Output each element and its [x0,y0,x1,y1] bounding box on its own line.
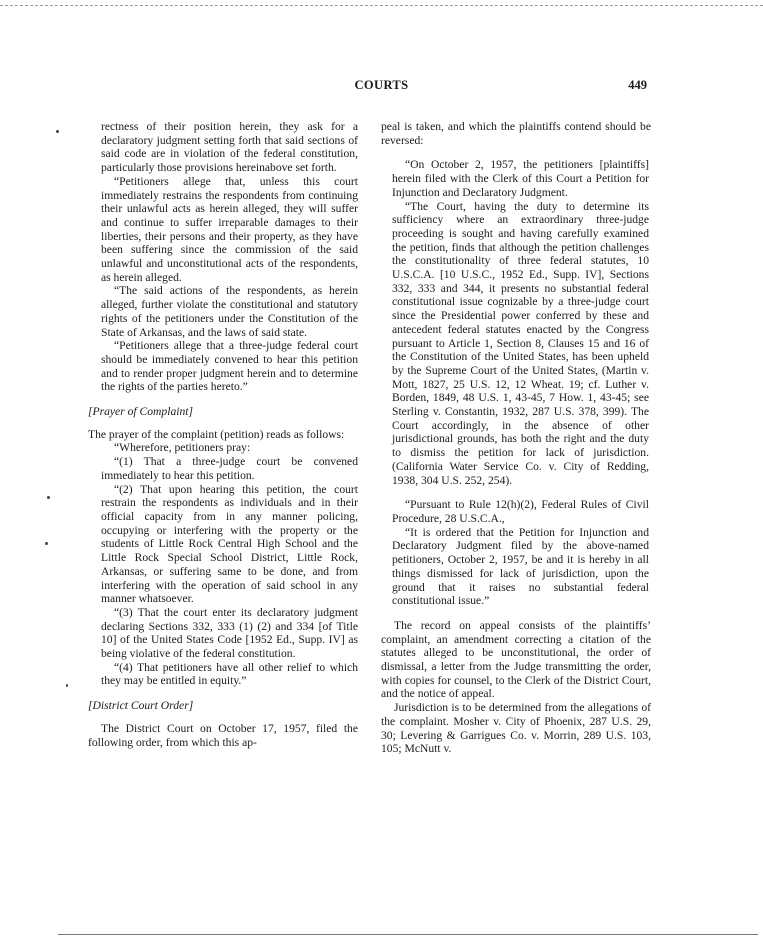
scan-speck [45,542,48,545]
paragraph: The prayer of the complaint (petition) reads as follows: [88,427,345,441]
paragraph: “Wherefore, petitioners pray: [114,441,251,455]
paragraph: Jurisdiction is to be determined from the allegations of the complaint. Mosher v. City of Phoenix, 287 U.S. 29, 30; Levering & Garrigues Co. v. Morrin, 289 U.S. 103, 105; McNutt v. [381,701,651,756]
paragraph: “(3) That the court enter its declaratory judgment declaring Sections 332, 333 (1) (2) and 334 [of Title 10] of the United States Code [1952 Ed., Supp. IV] as being violative of the federal constitution. [101,605,358,661]
paragraph: The District Court on October 17, 1957, filed the following order, from which this ap- [88,721,358,749]
paragraph: “(1) That a three-judge court be convened immediately to hear this petition. [101,455,358,482]
paragraph: “The said actions of the respondents, as herein alleged, further violate the constitutional and statutory rights of the petitioners under the Constitution of the State of Arkansas, and the laws of said state. [101,284,358,339]
running-head-title: COURTS [354,78,409,92]
scan-speck [56,130,59,133]
paragraph: rectness of their position herein, they ask for a declaratory judgment setting forth that said sections of said code are in violation of the federal constitution, particularly those provisions hereinabove set forth. [101,120,358,175]
paragraph: “Pursuant to Rule 12(h)(2), Federal Rules of Civil Procedure, 28 U.S.C.A., [392,498,649,525]
right-column [381,120,651,756]
paragraph: “Petitioners allege that a three-judge federal court should be immediately convened to hear this petition and to render proper judgment herein and to determine the rights of the parties hereto.” [101,339,358,394]
paragraph: “(2) That upon hearing this petition, the court restrain the respondents as individuals and in their official capacity from in any manner policing, occupying or interfering with the property or the students of Little Rock Central High School and the Little Rock Special School District, Little Rock, Arkansas, or suffering same to be done, and from interfering with the operation of said school in any manner whatsoever. [101,482,358,606]
section-heading: [Prayer of Complaint] [88,405,193,419]
scan-speck [47,496,50,499]
paragraph: “On October 2, 1957, the petitioners [plaintiffs] herein filed with the Clerk of this Court a Petition for Injunction and Declaratory Judgment. [392,158,649,199]
top-dashed-rule [0,5,763,6]
paragraph: “(4) That petitioners have all other relief to which they may be entitled in equity.” [101,660,358,688]
paragraph: The record on appeal consists of the plaintiffs’ complaint, an amendment correcting a citation of the statutes alleged to be unconstitutional, the order of dismissal, a letter from the Judge transmitting the order, with copies for counsel, to the Clerk of the District Court, and the notice of appeal. [381,618,651,701]
paragraph: “The Court, having the duty to determine its sufficiency where an extraordinary three-judge proceeding is sought and having carefully examined the petition, finds that although the petition challenges the constitutionality of three federal statutes, 10 U.S.C.A. [10 U.S.C., 1952 Ed., Supp. IV], Sections 332, 333 and 344, it presents no substantial federal constitutional issue cognizable by a three-judge court since the Presidential power conferred by these and antecedent federal statutes enacted by the Congress pursuant to Article 1, Section 8, Clauses 15 and 16 of the Constitution of the United States, has been upheld by the Supreme Court of the United States, (Martin v. Mott, 1827, 25 U.S. 12, 12 Wheat. 19; cf. Luther v. Borden, 1849, 48 U.S. 1, 43-45, 7 How. 1, 43-45; see Sterling v. Constantin, 1932, 287 U.S. 378, 399). The Court accordingly, in the absence of other jurisdictional grounds, has both the right and the duty to dismiss the petition for lack of jurisdiction. (California Water Service Co. v. City of Redding, 1938, 304 U.S. 252, 254). [392,199,649,487]
page-number: 449 [628,78,647,92]
paragraph: “Petitioners allege that, unless this court immediately restrains the respondents from continuing their unlawful acts as herein alleged, they will suffer and continue to suffer irreparable damages to their liberties, their persons and their property, as they have been suffering since the commission of the said unlawful and unconstitutional acts of the respondents, as herein alleged. [101,174,358,284]
section-heading: [District Court Order] [88,699,194,713]
paragraph: “It is ordered that the Petition for Injunction and Declaratory Judgment filed by the above-named petitioners, October 2, 1957, be and it is hereby in all things dismissed for lack of jurisdiction, upon the ground that it raises no substantial federal constitutional issue.” [392,525,649,608]
running-head [0,78,763,96]
bottom-rule [58,934,758,935]
left-column [88,120,358,749]
paragraph: peal is taken, and which the plaintiffs contend should be reversed: [381,120,651,147]
scan-speck [66,684,68,687]
